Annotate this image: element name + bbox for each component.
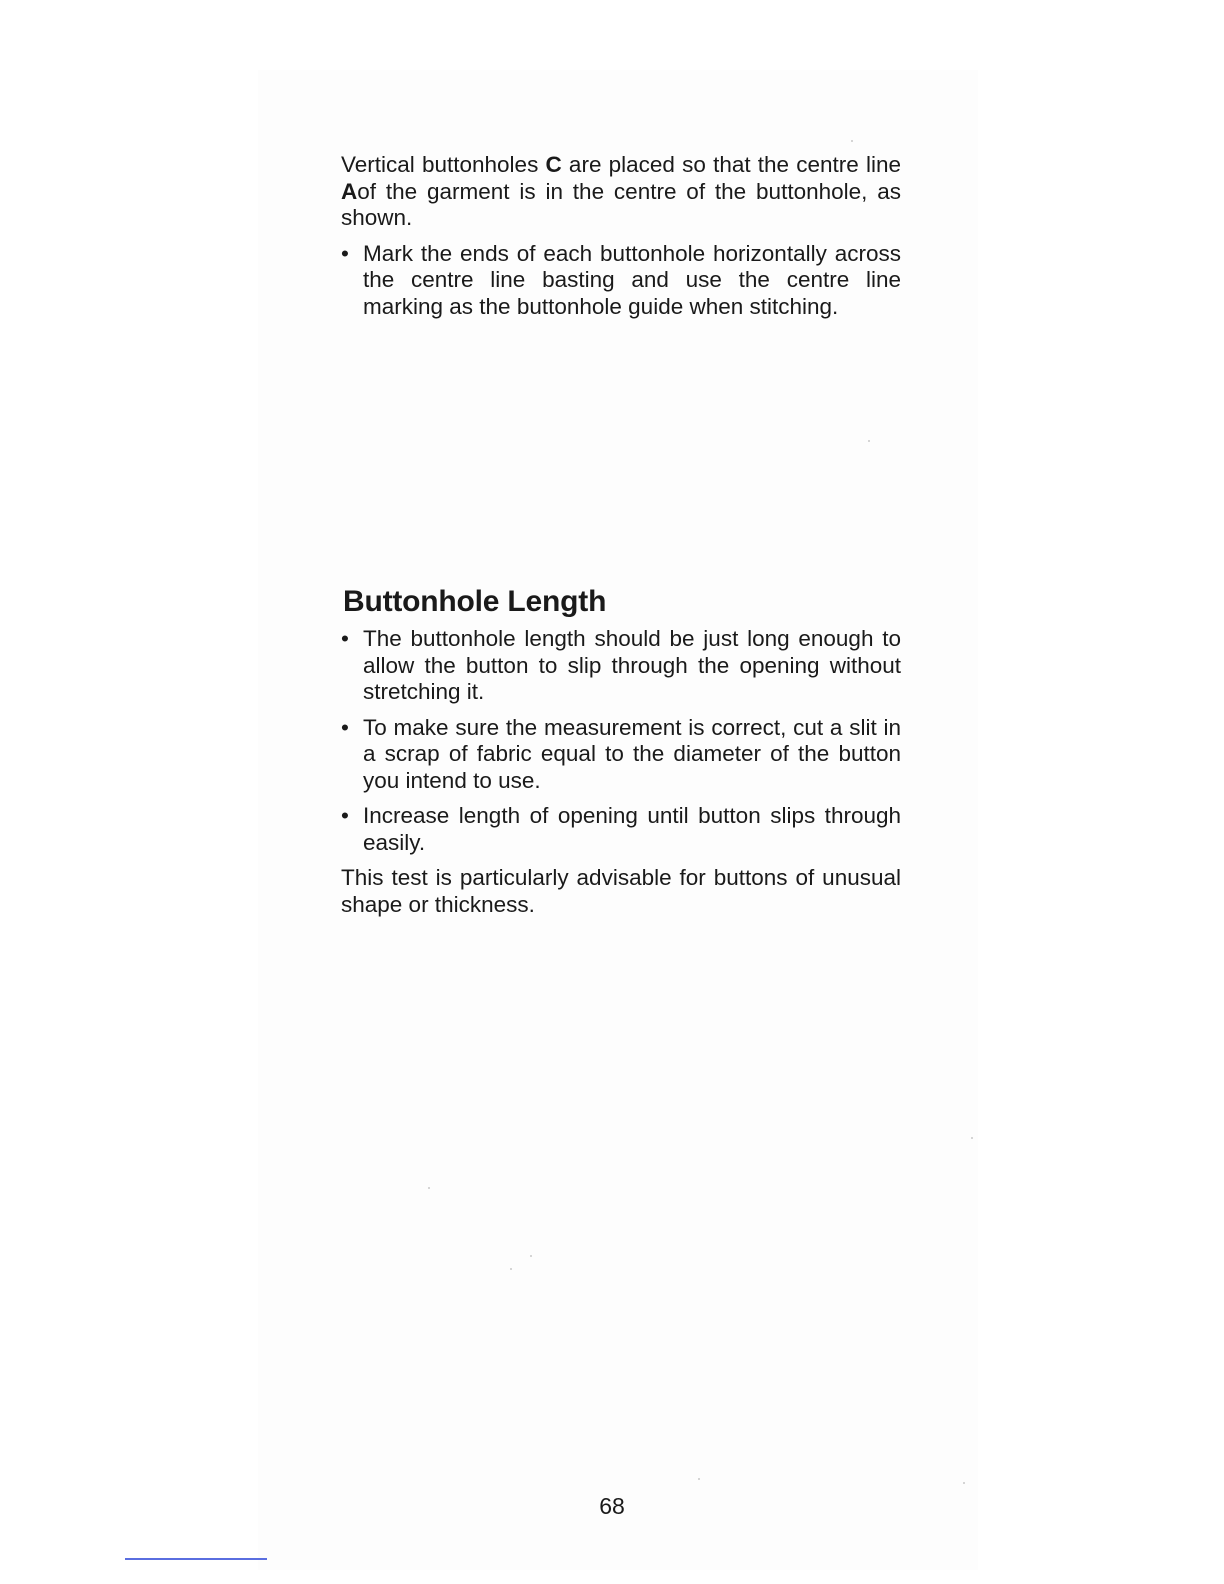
intro-text-2: are placed so that the centre line [561, 152, 901, 177]
list-item [341, 715, 901, 795]
closing-paragraph: This test is particularly advisable for buttons of unusual shape or thickness. [341, 865, 901, 917]
footer-rule [125, 1558, 267, 1560]
list-item [341, 626, 901, 706]
scan-speck [510, 1268, 512, 1270]
section-bullet-list [341, 626, 901, 856]
page-number: 68 [599, 1493, 625, 1519]
scan-speck [698, 1478, 700, 1480]
intro-text-1: Vertical buttonholes [341, 152, 546, 177]
section-heading: Buttonhole Length [343, 585, 607, 618]
scan-speck [530, 1255, 532, 1257]
bullet-icon: • [341, 803, 349, 828]
scan-speck [971, 1137, 973, 1139]
intro-bullet-list [341, 241, 901, 321]
intro-text-3: of the garment is in the centre of the buttonhole, as shown. [341, 178, 901, 230]
page-content [341, 152, 901, 918]
bullet-text: To make sure the measurement is correct, cut a slit in a scrap of fabric equal to the diameter of the button you intend to use. [363, 714, 901, 793]
scan-speck [868, 440, 870, 442]
bullet-icon: • [341, 714, 349, 740]
bullet-text: The buttonhole length should be just long enough to allow the button to slip through the opening without stretching it. [363, 626, 901, 704]
scan-speck [851, 140, 853, 142]
bullet-text: Mark the ends of each buttonhole horizontally across the centre line basting and use the centre line marking as the buttonhole guide when stitching. [363, 240, 901, 319]
intro-paragraph [341, 152, 901, 232]
list-item [341, 241, 901, 321]
bullet-text: Increase length of opening until button slips through easily. [363, 803, 901, 855]
scan-speck [428, 1187, 430, 1189]
label-a: A [341, 178, 358, 204]
scan-speck [963, 1482, 965, 1484]
bullet-icon: • [341, 626, 349, 651]
bullet-icon: • [341, 240, 349, 266]
label-c: C [545, 152, 562, 177]
list-item [341, 803, 901, 856]
